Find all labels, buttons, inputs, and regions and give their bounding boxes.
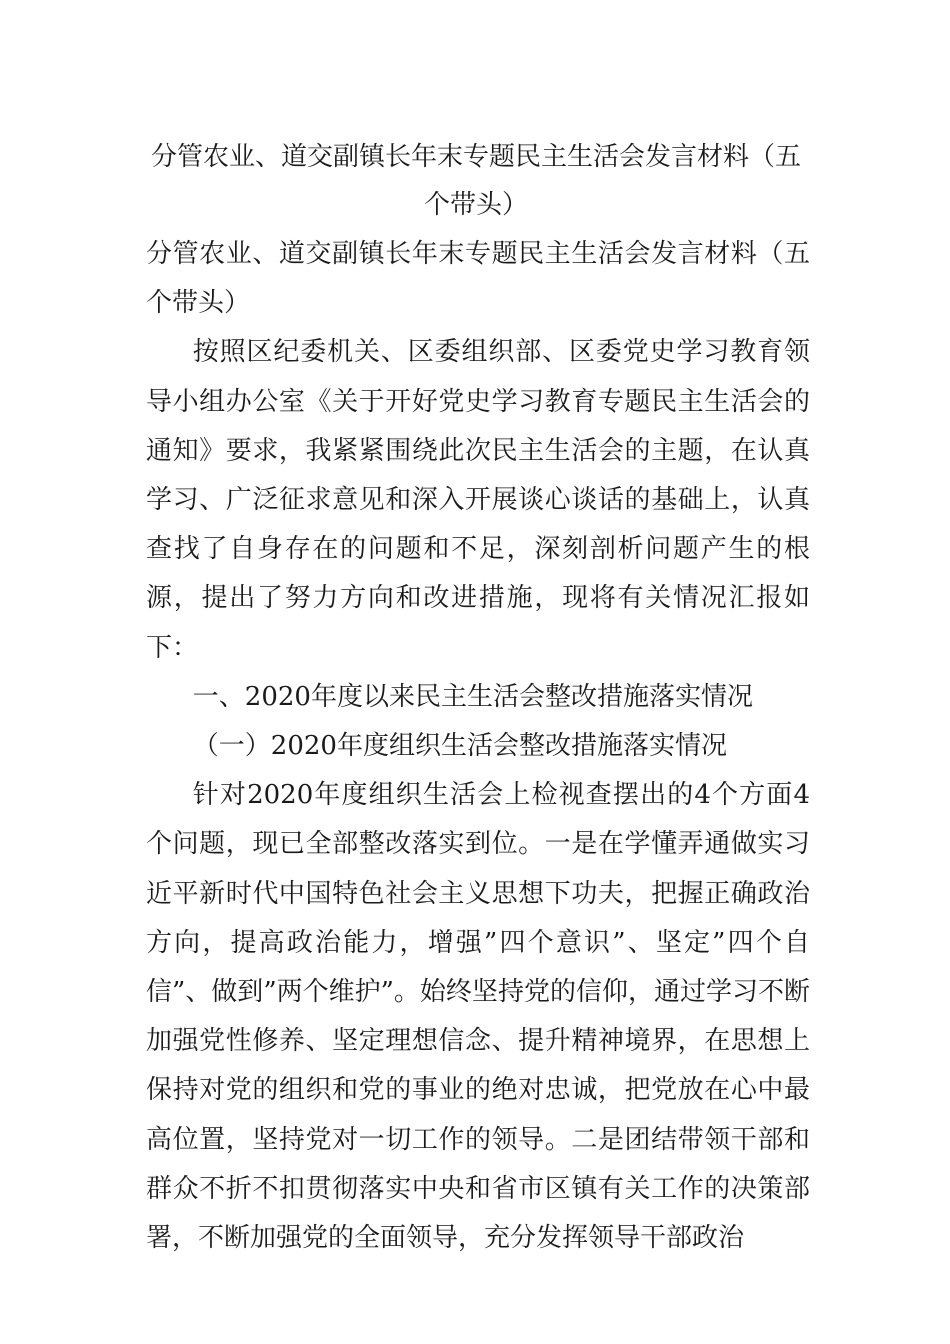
document-title: 分管农业、道交副镇长年末专题民主生活会发言材料（五个带头）	[150, 142, 801, 220]
section-heading-1: 一、2020年度以来民主生活会整改措施落实情况	[192, 681, 753, 712]
body-paragraph-1: 针对2020年度组织生活会上检视查摆出的4个方面4个问题，现已全部整改落实到位。一是在学懂弄通做实习近平新时代中国特色社会主义思想下功夫，把握正确政治方向，提高政治能力，增强”四个意识”、坚定”四个自信”、做到”两个维护”。始终坚持党的信仰，通过学习不断加强党性修养、坚定理想信念、提升精神境界，在思想上保持对党的组织和党的事业的绝对忠诚，把党放在心中最高位置，坚持党对一切工作的领导。二是团结带领干部和群众不折不扣贯彻落实中央和省市区镇有关工作的决策部署，不断加强党的全面领导，充分发挥领导干部政治	[146, 780, 810, 1254]
section-heading-2: （一）2020年度组织生活会整改措施落实情况	[192, 731, 727, 762]
document-subtitle: 分管农业、道交副镇长年末专题民主生活会发言材料（五个带头）	[146, 239, 810, 319]
document-body	[146, 230, 810, 1263]
intro-paragraph: 按照区纪委机关、区委组织部、区委党史学习教育领导小组办公室《关于开好党史学习教育专题民主生活会的通知》要求，我紧紧围绕此次民主生活会的主题，在认真学习、广泛征求意见和深入开展谈心谈话的基础上，认真查找了自身存在的问题和不足，深刻剖析问题产生的根源，提出了努力方向和改进措施，现将有关情况汇报如下：	[146, 337, 810, 663]
